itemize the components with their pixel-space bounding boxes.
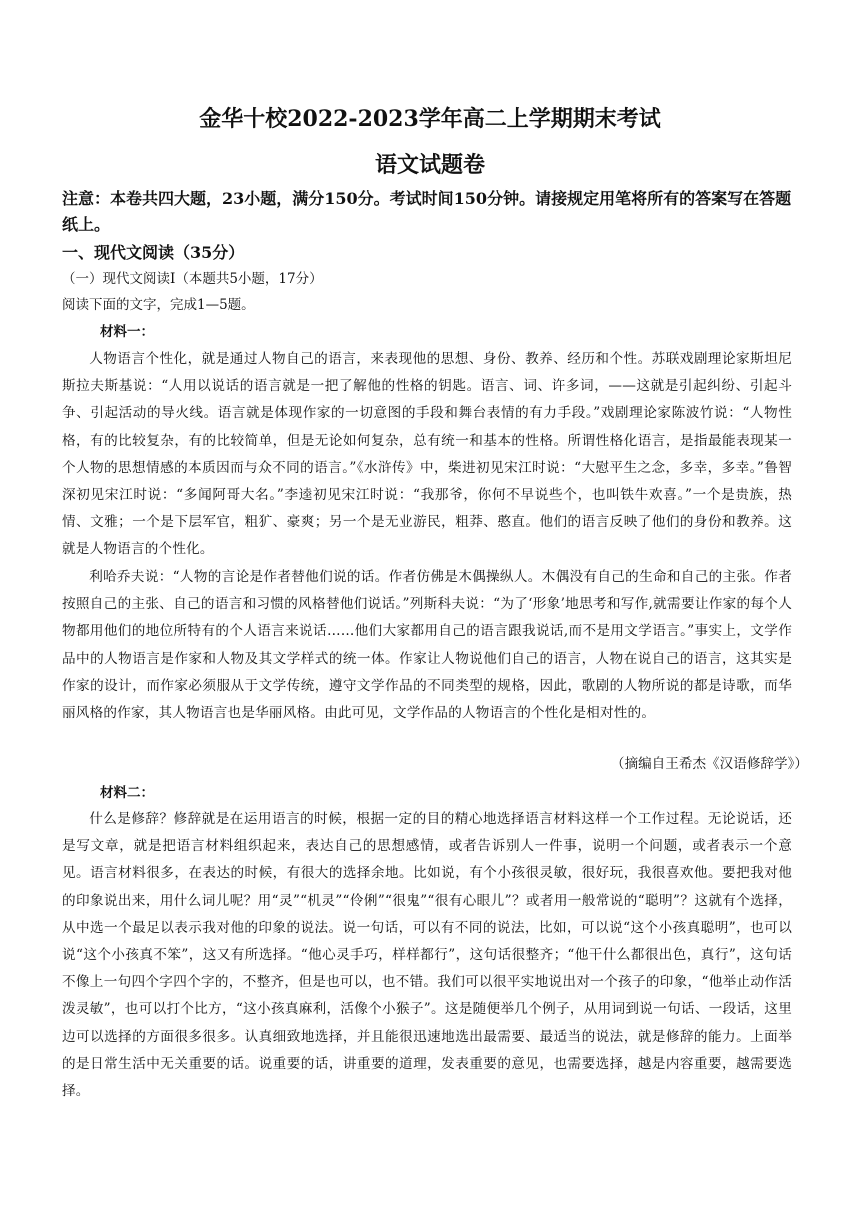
material-two-paragraph-1: 什么是修辞？修辞就是在运用语言的时候，根据一定的目的精心地选择语言材料这样一个工作过程。无论说话，还是写文章，就是把语言材料组织起来，表达自己的思想感情，或者告诉别人一件事，说明一个问题，或者表示一个意见。语言材料很多，在表达的时候，有很大的选择余地。比如说，有个小孩很灵敏，很好玩，我很喜欢他。要把我对他的印象说出来，用什么词儿呢？用“灵”“机灵”“伶俐”“很鬼”“很有心眼儿”？或者用一般常说的“聪明”？这就有个选择，从中选一个最足以表示我对他的印象的说法。说一句话，可以有不同的说法，比如，可以说“这个小孩真聪明”，也可以说“这个小孩真不笨”，这又有所选择。“他心灵手巧，样样都行”，这句话很整齐；“他干什么都很出色，真行”，这句话不像上一句四个字四个字的，不整齐，但是也可以，也不错。我们可以很平实地说出对一个孩子的印象，“他举止动作活泼灵敏”，也可以打个比方，“这小孩真麻利，活像个小猴子”。这是随便举几个例子，从用词到说一句话、一段话，这里边可以选择的方面很多很多。认真细致地选择，并且能很迅速地选出最需要、最适当的说法，就是修辞的能力。上面举的是日常生活中无关重要的话。说重要的话，讲重要的道理，发表重要的意见，也需要选择，越是内容重要，越需要选择。 [62, 811, 792, 1100]
material-one-source: （摘编自王希杰《汉语修辞学》） [610, 756, 808, 772]
exam-title: 金华十校2022-2023学年高二上学期期末考试 [199, 106, 661, 132]
exam-notice: 注意：本卷共四大题，23小题，满分150分。考试时间150分钟。请接规定用笔将所有的答案写在答题纸上。 [62, 189, 792, 234]
material-one-paragraph-1: 人物语言个性化，就是通过人物自己的语言，来表现他的思想、身份、教养、经历和个性。苏联戏剧理论家斯坦尼斯拉夫斯基说：“人用以说话的语言就是一把了解他的性格的钥匙。语言、词、许多词，——这就是引起纠纷、引起斗争、引起活动的导火线。语言就是体现作家的一切意图的手段和舞台表情的有力手段。”戏剧理论家陈波竹说：“人物性格，有的比较复杂，有的比较简单，但是无论如何复杂，总有统一和基本的性格。所谓性格化语言，是指最能表现某一个人物的思想情感的本质因而与众不同的语言。”《水浒传》中，柴进初见宋江时说：“大慰平生之念，多幸，多幸。”鲁智深初见宋江时说：“多闻阿哥大名。”李逵初见宋江时说：“我那爷，你何不早说些个，也叫铁牛欢喜。”一个是贵族，热情、文雅；一个是下层军官，粗犷、豪爽；另一个是无业游民，粗莽、憨直。他们的语言反映了他们的身份和教养。这就是人物语言的个性化。 [62, 351, 792, 558]
section-heading: 一、现代文阅读（35分） [62, 243, 245, 262]
reading-instruction: 阅读下面的文字，完成1—5题。 [62, 297, 255, 313]
subsection-heading: （一）现代文阅读Ⅰ（本题共5小题，17分） [62, 271, 323, 287]
material-two-label: 材料二： [100, 785, 154, 801]
exam-subtitle: 语文试题卷 [374, 152, 485, 178]
material-one-paragraph-2: 利哈乔夫说：“人物的言论是作者替他们说的话。作者仿佛是木偶操纵人。木偶没有自己的生命和自己的主张。作者按照自己的主张、自己的语言和习惯的风格替他们说话。”列斯科夫说：“为了‘形象’地思考和写作,就需要让作家的每个人物都用他们的地位所特有的个人语言来说话……他们大家都用自己的语言跟我说话,而不是用文学语言。”事实上，文学作品中的人物语言是作家和人物及其文学样式的统一体。作家让人物说他们自己的语言，人物在说自己的语言，这其实是作家的设计，而作家必须服从于文学传统，遵守文学作品的不同类型的规格，因此，歌剧的人物所说的都是诗歌，而华丽风格的作家，其人物语言也是华丽风格。由此可见，文学作品的人物语言的个性化是相对性的。 [62, 569, 792, 722]
material-one-label: 材料一： [100, 324, 154, 340]
